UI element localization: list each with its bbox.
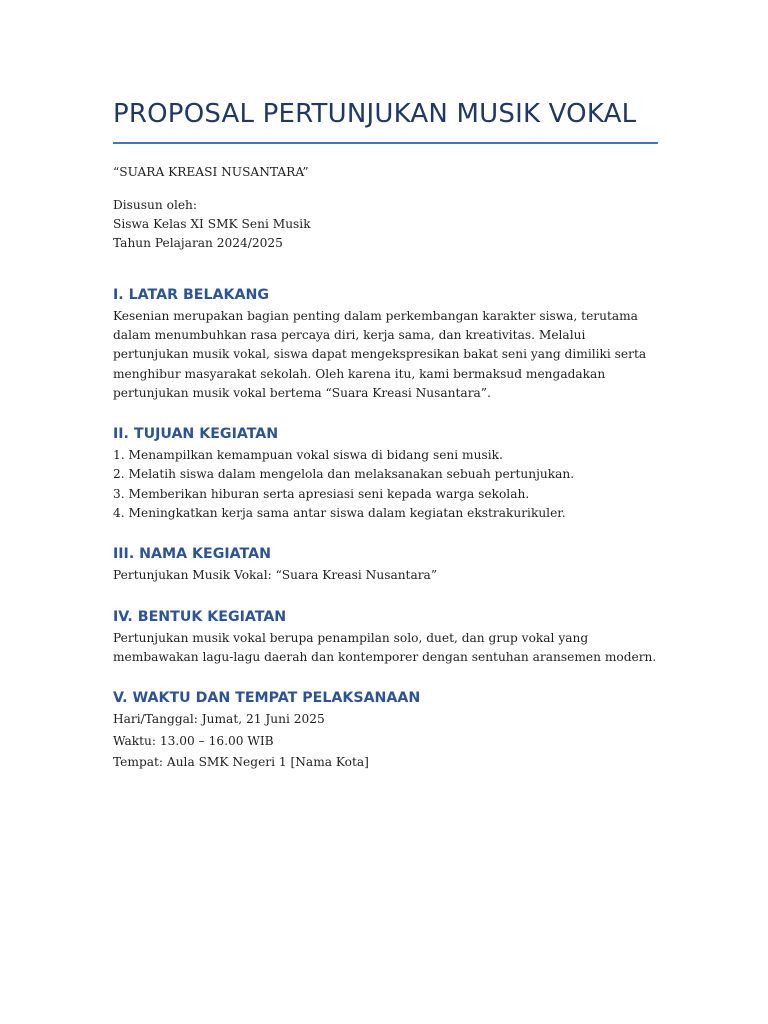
author-name: Siswa Kelas XI SMK Seni Musik [113, 217, 311, 232]
section-heading: II. TUJUAN KEGIATAN [113, 426, 279, 443]
document-page [113, 95, 658, 772]
school-year: Tahun Pelajaran 2024/2025 [113, 236, 283, 251]
title-divider [113, 142, 658, 144]
objectives-list [113, 446, 658, 523]
schedule-venue: Tempat: Aula SMK Negeri 1 [Nama Kota] [113, 754, 369, 769]
section-heading: IV. BENTUK KEGIATAN [113, 608, 287, 625]
schedule-date: Hari/Tanggal: Jumat, 21 Juni 2025 [113, 712, 325, 727]
author-block [113, 196, 658, 254]
document-title: PROPOSAL PERTUNJUKAN MUSIK VOKAL [113, 99, 637, 129]
section-latar-belakang [113, 285, 658, 403]
section-paragraph: Kesenian merupakan bagian penting dalam perkembangan karakter siswa, terutama dalam menumbuhkan rasa percaya diri, kerja sama, dan kreativitas. Melalui pertunjukan musik vokal, siswa dapat mengekspresikan bakat seni yang dimiliki serta menghibur masyarakat sekolah. Oleh karena itu, kami bermaksud mengadakan pertunjukan musik vokal bertema “Suara Kreasi Nusantara”. [113, 308, 647, 400]
section-nama-kegiatan [113, 544, 658, 585]
schedule-time: Waktu: 13.00 – 16.00 WIB [113, 733, 274, 748]
schedule-block [113, 710, 658, 772]
section-waktu-tempat [113, 688, 658, 772]
event-subtitle: “SUARA KREASI NUSANTARA” [113, 164, 309, 179]
section-tujuan-kegiatan [113, 424, 658, 523]
list-item: 4. Meningkatkan kerja sama antar siswa dalam kegiatan ekstrakurikuler. [113, 506, 566, 521]
section-heading: V. WAKTU DAN TEMPAT PELAKSANAAN [113, 690, 421, 707]
list-item: 2. Melatih siswa dalam mengelola dan melaksanakan sebuah pertunjukan. [113, 467, 575, 482]
list-item: 3. Memberikan hiburan serta apresiasi seni kepada warga sekolah. [113, 486, 530, 501]
section-bentuk-kegiatan [113, 607, 658, 668]
author-label: Disusun oleh: [113, 197, 198, 212]
list-item: 1. Menampilkan kemampuan vokal siswa di bidang seni musik. [113, 448, 503, 463]
section-heading: III. NAMA KEGIATAN [113, 546, 271, 563]
section-paragraph: Pertunjukan Musik Vokal: “Suara Kreasi Nusantara” [113, 568, 438, 583]
section-paragraph: Pertunjukan musik vokal berupa penampilan solo, duet, dan grup vokal yang membawakan lagu-lagu daerah dan kontemporer dengan sentuhan aransemen modern. [113, 630, 657, 664]
section-heading: I. LATAR BELAKANG [113, 286, 269, 303]
